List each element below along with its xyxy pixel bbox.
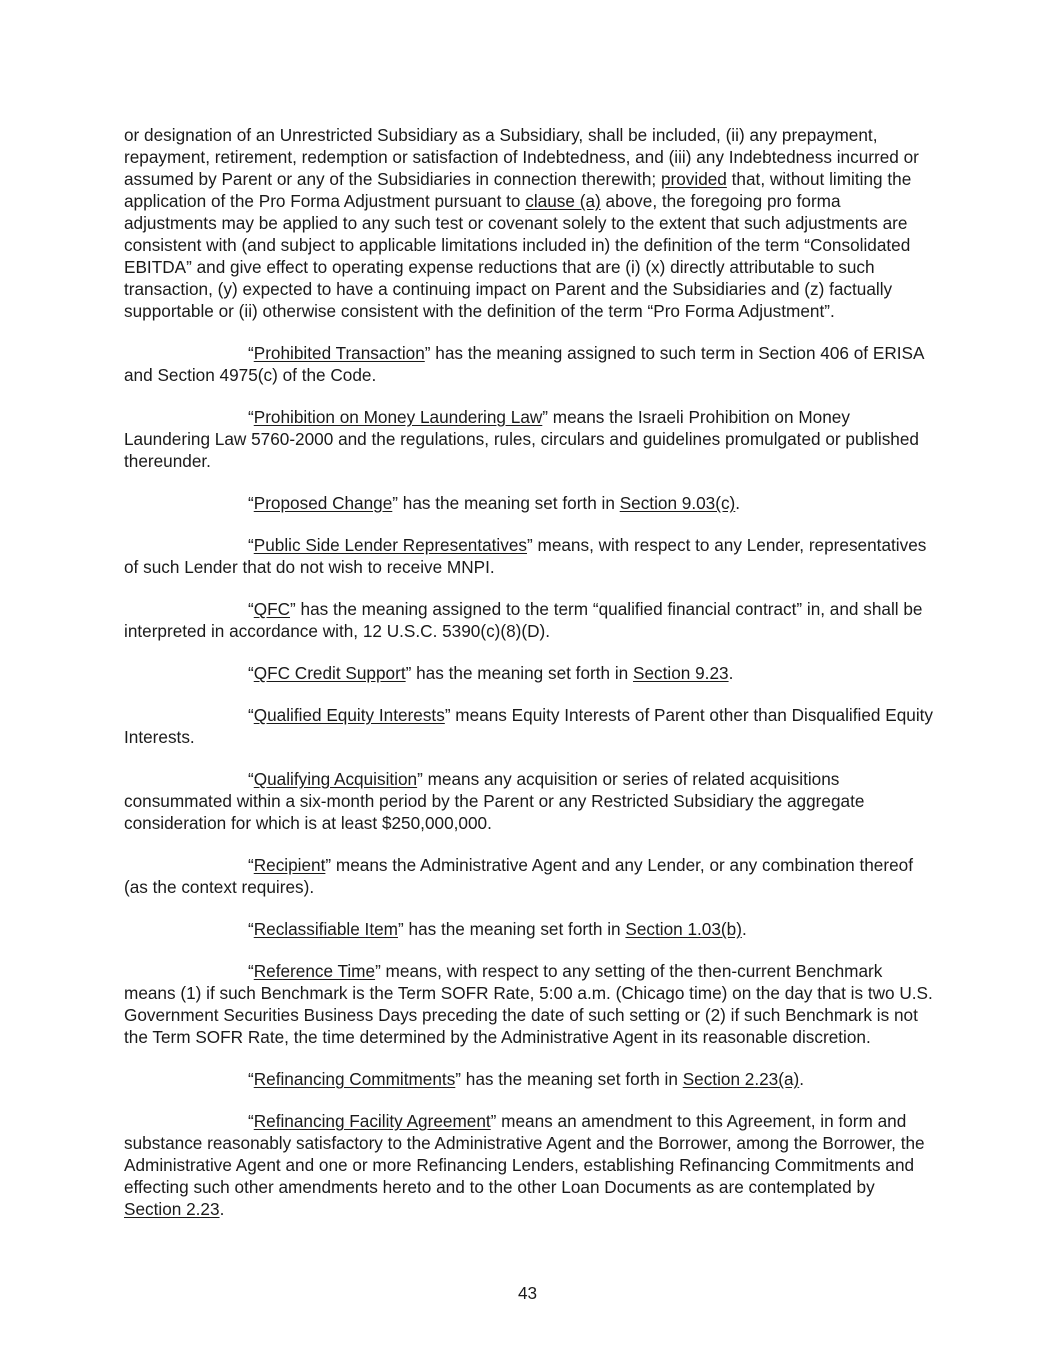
definition-prohibited-transaction [124,342,936,386]
section-reference: Section 1.03(b) [625,919,742,939]
open-quote: “ [248,535,254,555]
section-reference: Section 2.23(a) [682,1069,800,1089]
definition-qualifying-acquisition [124,768,936,834]
open-quote: “ [248,599,254,619]
defined-term: Prohibited Transaction [253,343,425,363]
definition-text: ” means the Administrative Agent and any Lender, or any combination thereof (as the context requires). [124,855,913,897]
definition-reference-time [124,960,936,1048]
clause-a-reference: clause (a) [525,191,601,211]
definition-recipient [124,854,936,898]
open-quote: “ [248,1111,254,1131]
definition-refinancing-facility-agreement [124,1110,936,1220]
definition-text: ” has the meaning set forth in [405,663,634,683]
definition-public-side-lender-representatives [124,534,936,578]
definition-qfc [124,598,936,642]
open-quote: “ [248,1069,254,1089]
definition-text: ” has the meaning set forth in [455,1069,683,1089]
defined-term: Public Side Lender Representatives [253,535,527,555]
open-quote: “ [248,705,254,725]
open-quote: “ [248,769,254,789]
defined-term: Proposed Change [253,493,393,513]
section-reference: Section 9.03(c) [619,493,736,513]
definition-text: ” has the meaning assigned to the term “qualified financial contract” in, and shall be interpreted in accordance with, 12 U.S.C. 5390(c)(8)(D). [124,599,923,641]
definition-text: ” means any acquisition or series of related acquisitions consummated within a six-month period by the Parent or any Restricted Subsidiary the aggregate consideration for which is at least $250,000,000. [124,769,865,833]
definition-text: ” means, with respect to any Lender, representatives of such Lender that do not wish to receive MNPI. [124,535,927,577]
open-quote: “ [248,855,254,875]
document-page [124,124,936,1240]
definition-text: ” has the meaning set forth in [397,919,626,939]
definition-proposed-change [124,492,936,514]
provided-underlined: provided [660,169,727,189]
defined-term: Qualified Equity Interests [253,705,445,725]
open-quote: “ [248,343,254,363]
definition-tail: . [219,1199,225,1219]
definition-reclassifiable-item [124,918,936,940]
defined-term: QFC Credit Support [253,663,406,683]
intro-paragraph [124,124,936,322]
definition-text: ” means, with respect to any setting of the then-current Benchmark means (1) if such Benchmark is the Term SOFR Rate, 5:00 a.m. (Chicago time) on the day that is two U.S. Government Securities Business Days preceding the date of such setting or (2) if such Benchmark is not the Term SOFR Rate, the time determined by the Administrative Agent in its reasonable discretion. [124,961,933,1047]
definition-text: ” has the meaning set forth in [392,493,620,513]
definition-qfc-credit-support [124,662,936,684]
section-reference: Section 2.23 [124,1199,220,1219]
open-quote: “ [248,919,254,939]
definition-text: ” has the meaning assigned to such term in Section 406 of ERISA and Section 4975(c) of the Code. [124,343,924,385]
definition-refinancing-commitments [124,1068,936,1090]
open-quote: “ [248,663,254,683]
definition-qualified-equity-interests [124,704,936,748]
definition-prohibition-money-laundering-law [124,406,936,472]
definition-tail: . [735,493,741,513]
defined-term: Reclassifiable Item [253,919,398,939]
intro-text-1: or designation of an Unrestricted Subsidiary as a Subsidiary, shall be included, (ii) any prepayment, repayment, retirement, redemption or satisfaction of Indebtedness, and (iii) any Indebtedness incurred or assumed by Parent or any of the Subsidiaries in connection therewith; [124,125,919,189]
defined-term: Recipient [253,855,326,875]
defined-term: Qualifying Acquisition [253,769,418,789]
open-quote: “ [248,493,254,513]
intro-text-2: that, without limiting the application of the Pro Forma Adjustment pursuant to [124,169,912,211]
defined-term: Refinancing Facility Agreement [253,1111,491,1131]
definition-tail: . [741,919,747,939]
defined-term: Reference Time [253,961,376,981]
definition-tail: . [728,663,734,683]
defined-term: QFC [253,599,291,619]
definition-tail: . [799,1069,805,1089]
definition-text: ” means Equity Interests of Parent other than Disqualified Equity Interests. [124,705,934,747]
open-quote: “ [248,961,254,981]
definition-text: ” means the Israeli Prohibition on Money Laundering Law 5760-2000 and the regulations, rules, circulars and guidelines promulgated or published thereunder. [124,407,919,471]
intro-text-3: above, the foregoing pro forma adjustments may be applied to any such test or covenant solely to the extent that such adjustments are consistent with (and subject to applicable limitations included in) the definition of the term “Consolidated EBITDA” and give effect to operating expense reductions that are (i) (x) directly attributable to such transaction, (y) expected to have a continuing impact on Parent and the Subsidiaries and (z) factually supportable or (ii) otherwise consistent with the definition of the term “Pro Forma Adjustment”. [124,191,911,321]
defined-term: Prohibition on Money Laundering Law [253,407,543,427]
section-reference: Section 9.23 [633,663,729,683]
defined-term: Refinancing Commitments [253,1069,456,1089]
definition-text: ” means an amendment to this Agreement, in form and substance reasonably satisfactory to the Administrative Agent and the Borrower, among the Borrower, the Administrative Agent and one or more Refinancing Lenders, establishing Refinancing Commitments and effecting such other amendments hereto and to the other Loan Documents as are contemplated by [124,1111,925,1197]
page-number: 43 [517,1283,538,1303]
open-quote: “ [248,407,254,427]
